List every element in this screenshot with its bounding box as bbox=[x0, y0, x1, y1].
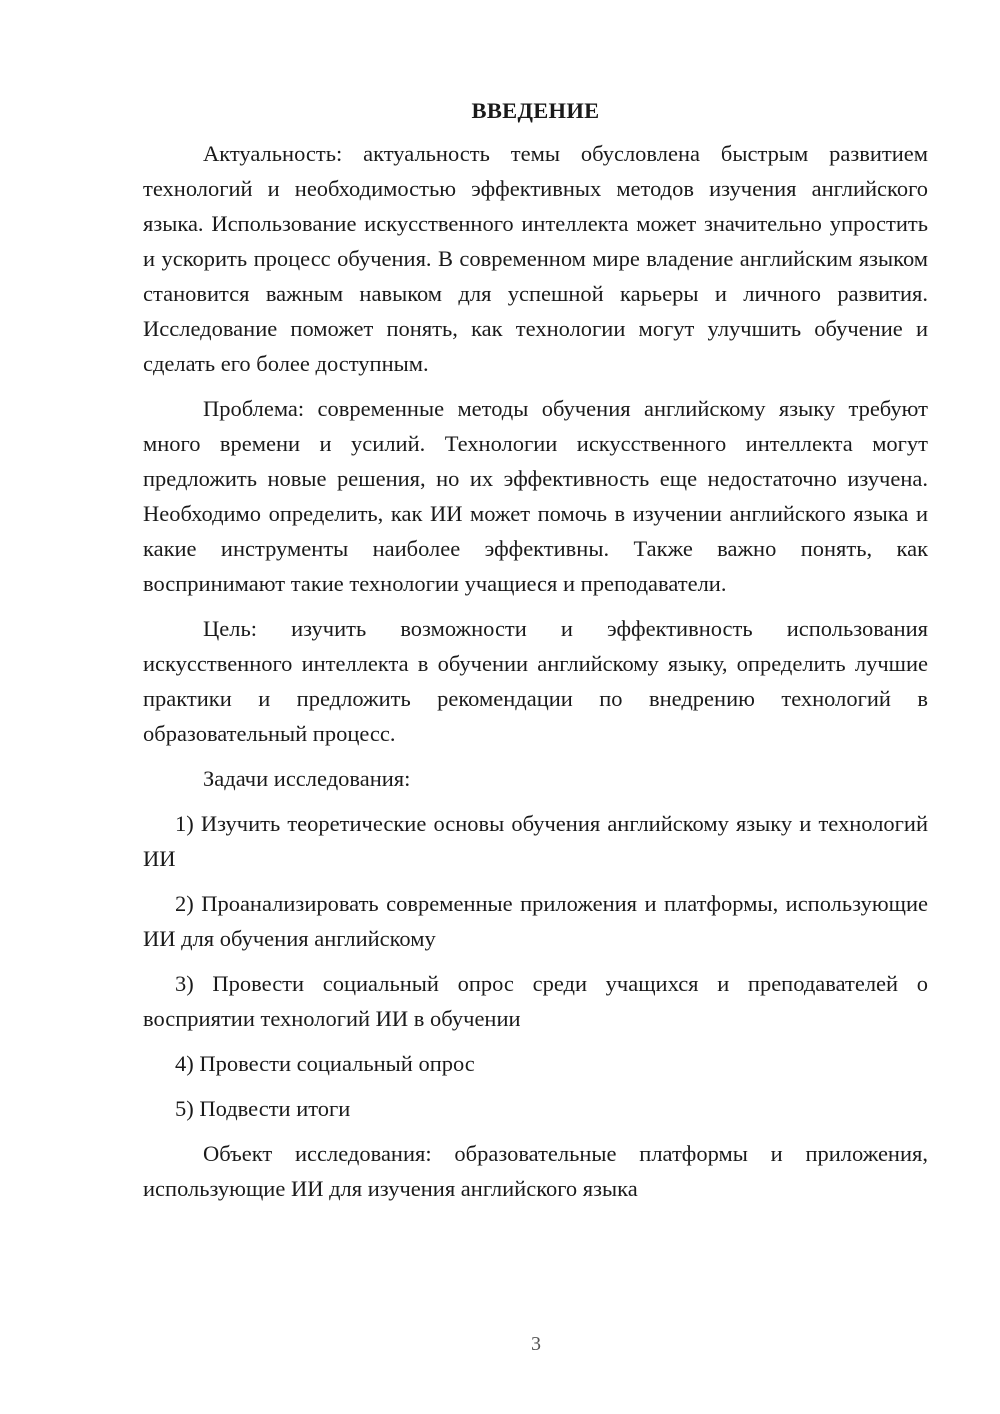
document-title: ВВЕДЕНИЕ bbox=[471, 98, 600, 123]
paragraph-relevance: Актуальность: актуальность темы обусловлена быстрым развитием технологий и необходимостью эффективных методов изучения английского языка. Использование искусственного интеллекта может значительно упростить и ускорить процесс обучения. В современном мире владение английским языком становится важным навыком для успешной карьеры и личного развития. Исследование поможет понять, как технологии могут улучшить обучение и сделать его более доступным. bbox=[143, 141, 928, 376]
document-page bbox=[143, 96, 928, 1206]
paragraph-goal: Цель: изучить возможности и эффективность использования искусственного интеллекта в обучении английскому языку, определить лучшие практики и предложить рекомендации по внедрению технологий в образовательный процесс. bbox=[143, 616, 928, 746]
list-item: 5) Подвести итоги bbox=[175, 1096, 351, 1121]
paragraph-object: Объект исследования: образовательные платформы и приложения, использующие ИИ для изучения английского языка bbox=[143, 1141, 928, 1201]
tasks-heading: Задачи исследования: bbox=[203, 766, 411, 791]
tasks-list bbox=[143, 806, 928, 1126]
list-item: 1) Изучить теоретические основы обучения английскому языку и технологий ИИ bbox=[143, 811, 928, 871]
list-item: 4) Провести социальный опрос bbox=[175, 1051, 475, 1076]
list-item: 2) Проанализировать современные приложения и платформы, использующие ИИ для обучения английскому bbox=[143, 891, 928, 951]
page-number: 3 bbox=[531, 1333, 541, 1355]
paragraph-problem: Проблема: современные методы обучения английскому языку требуют много времени и усилий. Технологии искусственного интеллекта могут предложить новые решения, но их эффективность еще недостаточно изучена. Необходимо определить, как ИИ может помочь в изучении английского языка и какие инструменты наиболее эффективны. Также важно понять, как воспринимают такие технологии учащиеся и преподаватели. bbox=[143, 396, 928, 596]
list-item: 3) Провести социальный опрос среди учащихся и преподавателей о восприятии технологий ИИ в обучении bbox=[143, 971, 928, 1031]
